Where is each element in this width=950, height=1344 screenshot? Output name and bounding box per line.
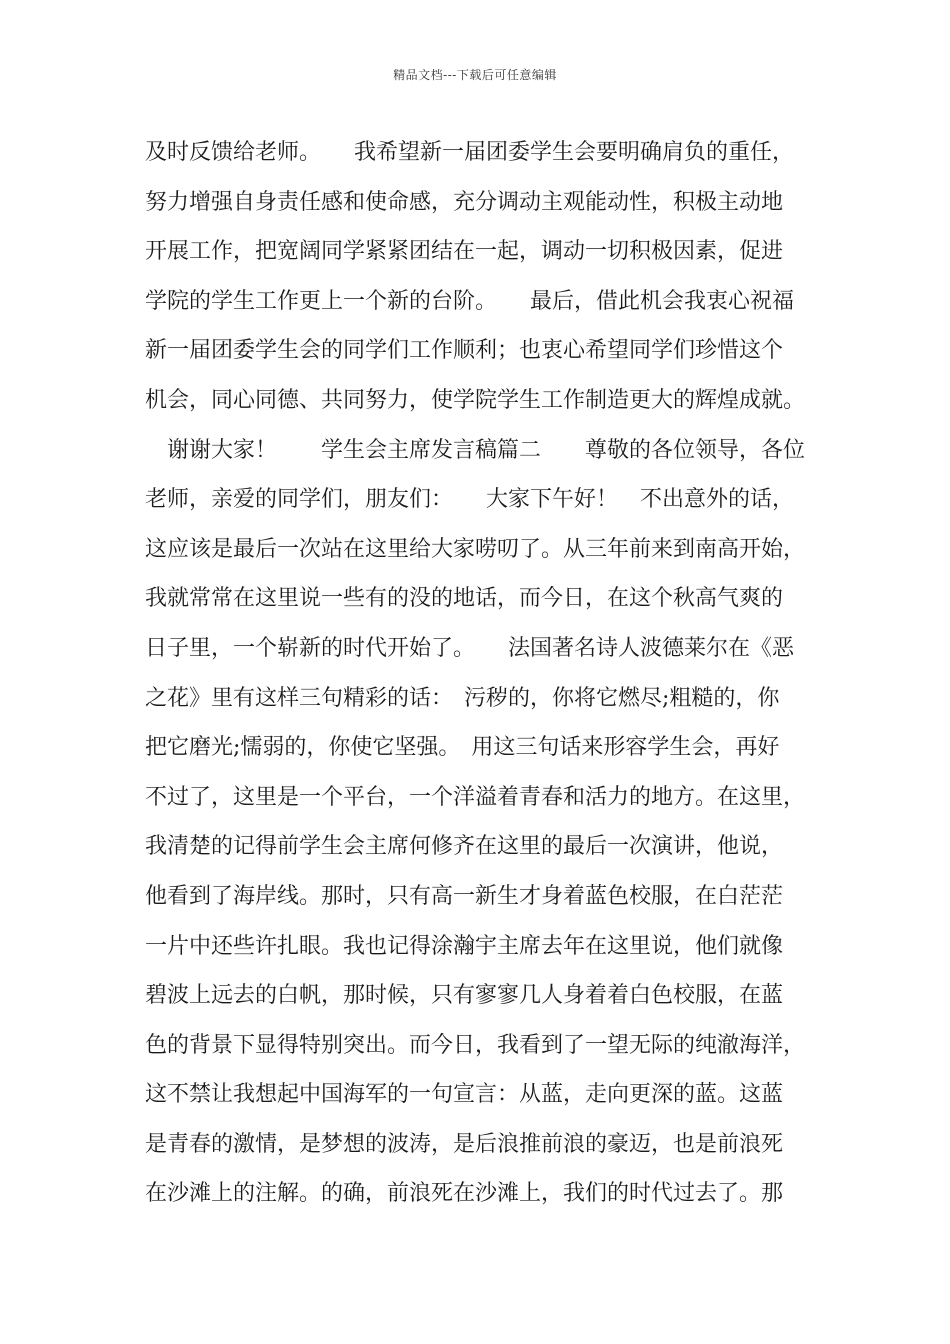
page-header: 精品文档---下载后可任意编辑 bbox=[393, 68, 557, 82]
text-line: 色的背景下显得特别突出。而今日，我看到了一望无际的纯澈海洋， bbox=[145, 1032, 806, 1058]
text-line: 这应该是最后一次站在这里给大家唠叨了。从三年前来到南高开始， bbox=[145, 536, 806, 562]
text-line: 之花》里有这样三句精彩的话： 污秽的，你将它燃尽;粗糙的，你 bbox=[145, 685, 780, 711]
text-line: 在沙滩上的注解。的确，前浪死在沙滩上，我们的时代过去了。那 bbox=[145, 1181, 784, 1207]
text-line: 我清楚的记得前学生会主席何修齐在这里的最后一次演讲，他说， bbox=[145, 834, 784, 860]
text-line: 这不禁让我想起中国海军的一句宣言：从蓝，走向更深的蓝。这蓝 bbox=[145, 1082, 784, 1108]
text-line: 新一届团委学生会的同学们工作顺利；也衷心希望同学们珍惜这个 bbox=[145, 338, 784, 364]
text-line: 及时反馈给老师。 我希望新一届团委学生会要明确肩负的重任， bbox=[145, 140, 795, 165]
text-line: 日子里，一个崭新的时代开始了。 法国著名诗人波德莱尔在《恶 bbox=[145, 635, 795, 661]
text-line: 他看到了海岸线。那时，只有高一新生才身着蓝色校服，在白茫茫 bbox=[145, 883, 784, 909]
text-line: 谢谢大家！ 学生会主席发言稿篇二 尊敬的各位领导，各位 bbox=[145, 437, 806, 463]
text-line: 把它磨光;懦弱的，你使它坚强。 用这三句话来形容学生会，再好 bbox=[145, 735, 780, 761]
document-body bbox=[145, 128, 825, 1219]
text-line: 我就常常在这里说一些有的没的地话，而今日，在这个秋高气爽的 bbox=[145, 586, 784, 612]
text-line: 机会，同心同德、共同努力，使学院学生工作制造更大的辉煌成就。 bbox=[145, 387, 806, 413]
text-line: 碧波上远去的白帆，那时候，只有寥寥几人身着着白色校服，在蓝 bbox=[145, 983, 784, 1009]
text-line: 开展工作，把宽阔同学紧紧团结在一起，调动一切积极因素，促进 bbox=[145, 239, 784, 265]
text-line: 努力增强自身责任感和使命感，充分调动主观能动性，积极主动地 bbox=[145, 189, 784, 215]
text-line: 老师，亲爱的同学们，朋友们： 大家下午好！ 不出意外的话， bbox=[145, 487, 795, 513]
text-line: 学院的学生工作更上一个新的台阶。 最后，借此机会我衷心祝福 bbox=[145, 288, 795, 314]
text-line: 不过了，这里是一个平台，一个洋溢着青春和活力的地方。在这里， bbox=[145, 784, 806, 810]
text-line: 一片中还些许扎眼。我也记得涂瀚宇主席去年在这里说，他们就像 bbox=[145, 933, 784, 959]
text-line: 是青春的激情，是梦想的波涛，是后浪推前浪的豪迈，也是前浪死 bbox=[145, 1131, 784, 1157]
